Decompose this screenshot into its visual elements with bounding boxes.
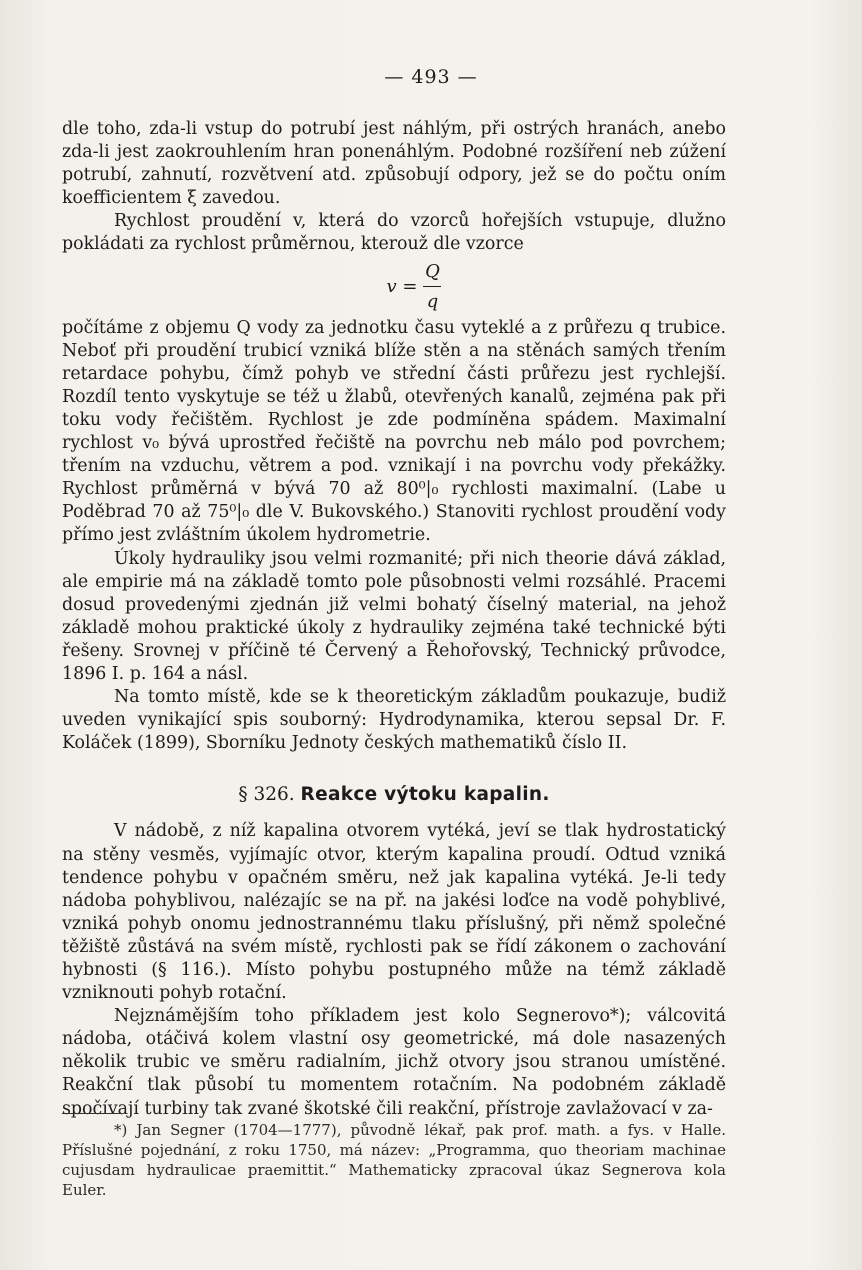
fraction-bar <box>423 286 441 287</box>
paragraph-4: Úkoly hydrauliky jsou velmi rozmanité; při nich theorie dává základ, ale empirie má na základě tomto pole působnosti velmi rozsáhlé. Pracemi dosud provedenými zjednán již velmi bohatý číselný material, na jehož základě mohou praktické úkoly z hydrauliky zejména také technické býti řešeny. Srovnej v příčině té Červený a Řehořovský, Technický průvodce, 1896 I. p. 164 a násl. <box>62 548 726 684</box>
footnote-text: *) Jan Segner (1704—1777), původně lékař, pak prof. math. a fys. v Halle. Příslušné pojednání, z roku 1750, má název: „Programma, quo theoriam machinae cujusdam hydraulicae praemittit.“ Mathematicky zpracoval úkaz Segnerova kola Euler. <box>62 1121 726 1199</box>
velocity-formula <box>102 257 726 317</box>
formula-denominator: q <box>426 291 439 313</box>
paragraph-7: Nejznámějším toho příkladem jest kolo Segnerovo*); válcovitá nádoba, otáčivá kolem vlastní osy geometrické, má dole nasazených několik trubic ve směru radialním, jichž otvory jsou stranou umístěné. Reakční tlak působí tu momentem rotačním. Na podobném základě spočívají turbiny tak zvané škotské čili reakční, přístroje zavlažovací v za- <box>62 1006 726 1119</box>
section-number: § 326. <box>238 784 295 806</box>
formula-numerator: Q <box>425 260 440 282</box>
page-body <box>62 118 726 1121</box>
paragraph-1: dle toho, zda-li vstup do potrubí jest náhlým, při ostrých hranách, anebo zda-li jest zaokrouhlením hran ponenáhlým. Podobné rozšíření neb zúžení potrubí, zahnutí, rozvětvení atd. způsobují odpory, jež se do počtu oním koefficientem ξ zavedou. <box>62 119 726 209</box>
section-title: Reakce výtoku kapalin. <box>300 784 550 806</box>
page-number: — 493 — <box>384 66 478 88</box>
formula-fraction <box>423 260 441 313</box>
paragraph-2: Rychlost proudění v, která do vzorců hořejších vstupuje, dlužno pokládati za rychlost průměrnou, kterouž dle vzorce <box>62 211 726 255</box>
section-heading <box>62 783 726 806</box>
formula-lhs: v = <box>386 276 418 298</box>
paragraph-6: V nádobě, z níž kapalina otvorem vytéká, jeví se tlak hydrostatický na stěny vesměs, vyjímajíc otvor, kterým kapalina proudí. Odtud vzniká tendence pohybu v opačném směru, než jak kapalina vytéká. Je-li tedy nádoba pohyblivou, nalézajíc se na př. na jakési loďce na vodě pohyblivé, vzniká pohyb onomu jednostrannému tlaku příslušný, při němž společné těžiště zůstává na svém místě, rychlosti pak se řídí zákonem o zachování hybnosti (§ 116.). Místo pohybu postupného může na témž základě vzniknouti pohyb rotační. <box>62 821 726 1004</box>
footnote <box>62 1120 726 1200</box>
footnote-divider <box>62 1113 122 1114</box>
paragraph-3: počítáme z objemu Q vody za jednotku času vyteklé a z průřezu q trubice. Neboť při proudění trubicí vzniká blíže stěn a na stěnách samých třením retardace pohybu, čímž pohyb ve střední části průřezu jest rychlejší. Rozdíl tento vyskytuje se též u žlabů, otevřených kanalů, zejména pak při toku vody řečištěm. Rychlost je zde podmíněna spádem. Maximalní rychlost v₀ bývá uprostřed řečiště na povrchu neb málo pod povrchem; třením na vzduchu, větrem a pod. vznikají i na povrchu vody překážky. Rychlost průměrná v bývá 70 až 80⁰|₀ rychlosti maximalní. (Labe u Poděbrad 70 až 75⁰|₀ dle V. Bukovského.) Stanoviti rychlost proudění vody přímo jest zvláštním úkolem hydrometrie. <box>62 317 726 546</box>
paragraph-5: Na tomto místě, kde se k theoretickým základům poukazuje, budiž uveden vynikající spis souborný: Hydrodynamika, kterou sepsal Dr. F. Koláček (1899), Sborníku Jednoty českých mathematiků číslo II. <box>62 687 726 754</box>
